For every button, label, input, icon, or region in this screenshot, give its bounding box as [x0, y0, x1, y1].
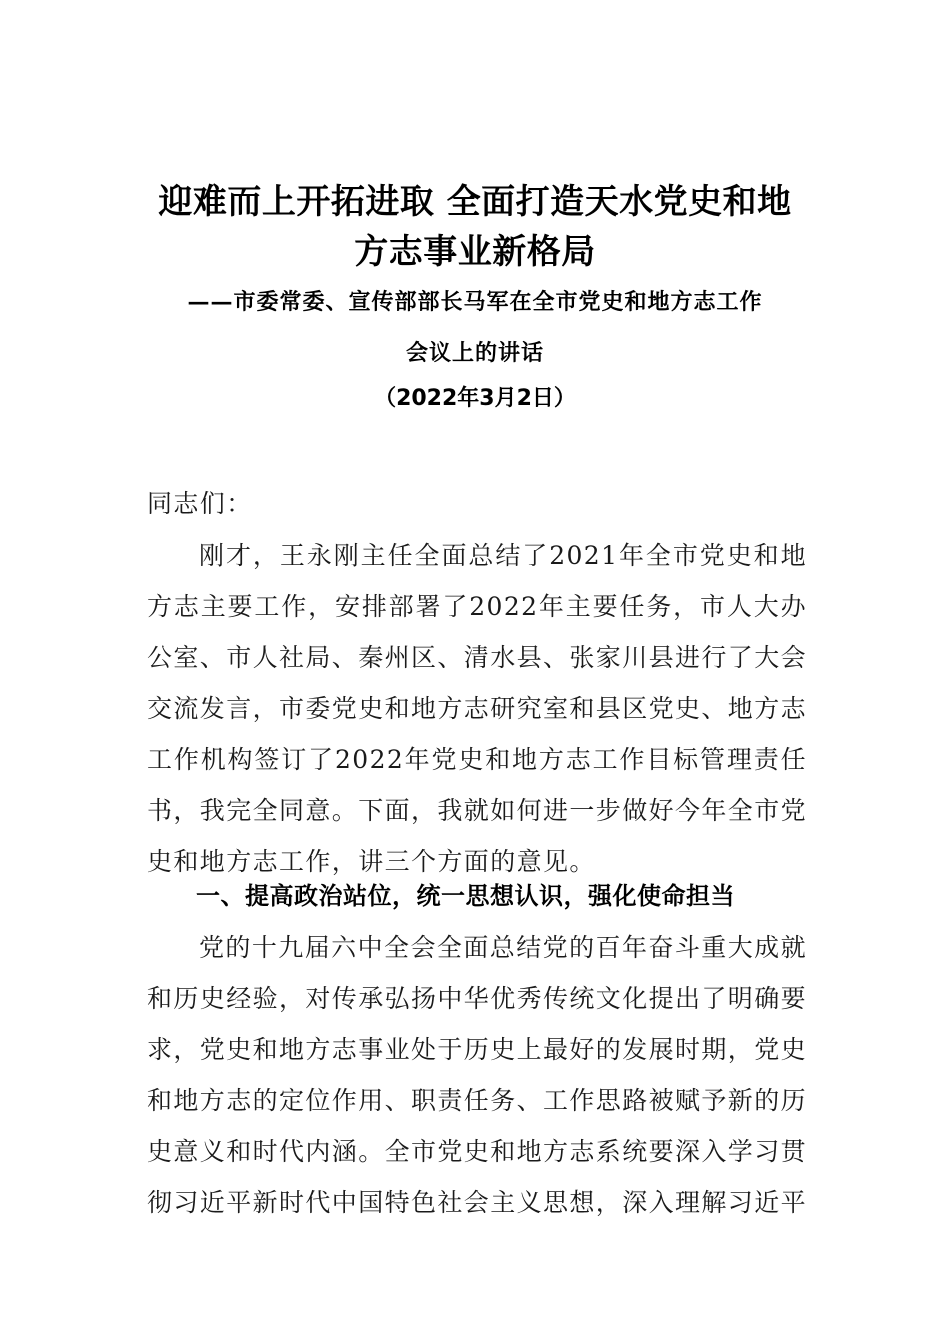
section-heading-1: 一、提高政治站位，统一思想认识，强化使命担当: [196, 882, 735, 910]
document-subtitle-line-2: 会议上的讲话: [405, 340, 544, 366]
salutation: 同志们：: [147, 489, 253, 518]
document-subtitle-line-1: ——市委常委、宣传部部长马军在全市党史和地方志工作: [187, 289, 763, 315]
speech-date: （2022年3月2日）: [374, 386, 576, 411]
paragraph-1: 刚才，王永刚主任全面总结了2021年全市党史和地方志主要工作，安排部署了2022年主要任务，市人大办公室、市人社局、秦州区、清水县、张家川县进行了大会交流发言，市委党史和地方志研究室和县区党史、地方志工作机构签订了2022年党史和地方志工作目标管理责任书，我完全同意。下面，我就如何进一步做好今年全市党史和地方志工作，讲三个方面的意见。: [147, 541, 808, 876]
paragraph-2: 党的十九届六中全会全面总结党的百年奋斗重大成就和历史经验，对传承弘扬中华优秀传统文化提出了明确要求，党史和地方志事业处于历史上最好的发展时期，党史和地方志的定位作用、职责任务、工作思路被赋予新的历史意义和时代内涵。全市党史和地方志系统要深入学习贯彻习近平新时代中国特色社会主义思想，深入理解习近平: [147, 933, 808, 1217]
document-title-line-2: 方志事业新格局: [354, 232, 596, 272]
document-title-line-1: 迎难而上开拓进取 全面打造天水党史和地: [158, 182, 792, 222]
